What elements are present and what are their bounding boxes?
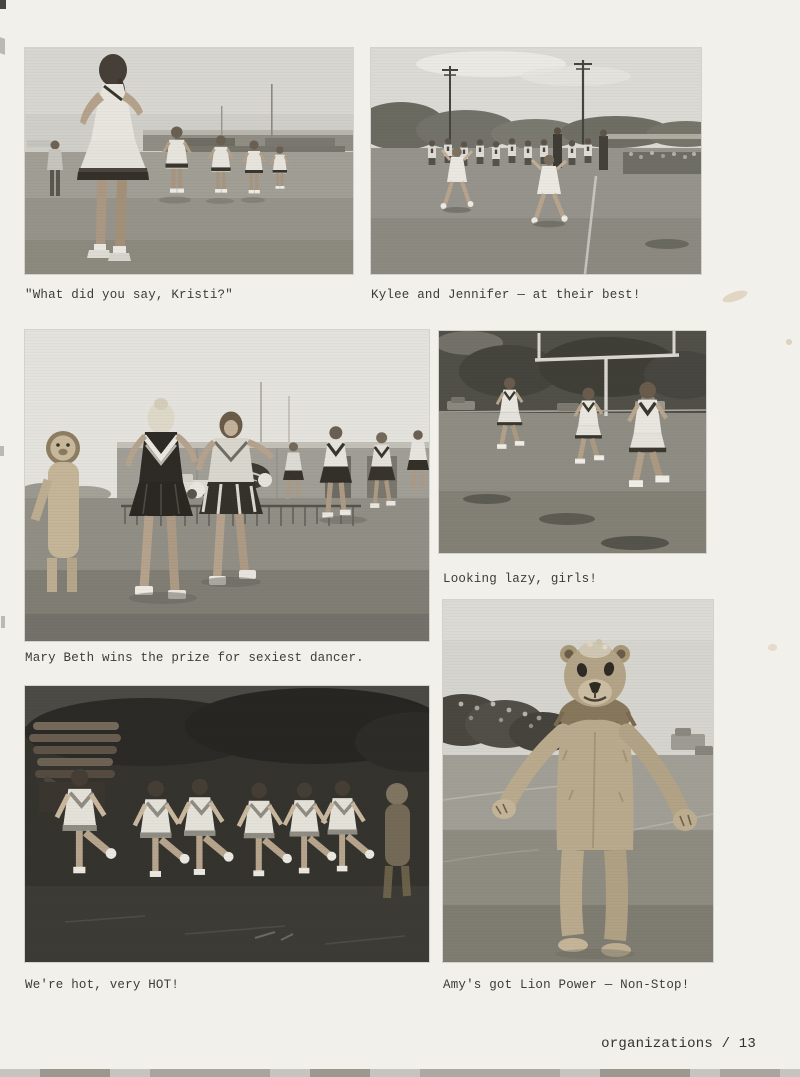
photo-caption-were-hot: We're hot, very HOT! (25, 978, 180, 992)
photo-kylee-image (371, 48, 701, 274)
photo-caption-amy-lion: Amy's got Lion Power — Non-Stop! (443, 978, 690, 992)
photo-amy-lion-image (443, 600, 713, 962)
photo-mary-beth-image (25, 330, 429, 641)
photo-kristi-cheerleaders (25, 48, 353, 274)
photo-kylee-jennifer (371, 48, 701, 274)
scan-bottom-edge (0, 1069, 800, 1077)
photo-caption-looking-lazy: Looking lazy, girls! (443, 572, 598, 586)
photo-mary-beth-dance (25, 330, 429, 641)
page-footer-folio: organizations / 13 (601, 1036, 756, 1052)
scan-smudge (0, 0, 6, 9)
photo-caption-kylee: Kylee and Jennifer — at their best! (371, 288, 641, 302)
paper-stain (768, 644, 777, 651)
photo-were-hot-image (25, 686, 429, 962)
photo-looking-lazy (439, 331, 706, 553)
scan-smudge (0, 446, 4, 456)
crowd (623, 151, 701, 174)
photo-kristi-image (25, 48, 353, 274)
photo-were-hot-night (25, 686, 429, 962)
paper-stain (786, 339, 792, 345)
scan-smudge (1, 616, 5, 628)
photo-looking-lazy-image (439, 331, 706, 553)
photo-amy-lion-mascot (443, 600, 713, 962)
photo-caption-mary-beth: Mary Beth wins the prize for sexiest dancer. (25, 651, 364, 665)
scan-smudge (0, 37, 5, 55)
paper-stain (721, 288, 749, 305)
photo-caption-kristi: "What did you say, Kristi?" (25, 288, 233, 302)
